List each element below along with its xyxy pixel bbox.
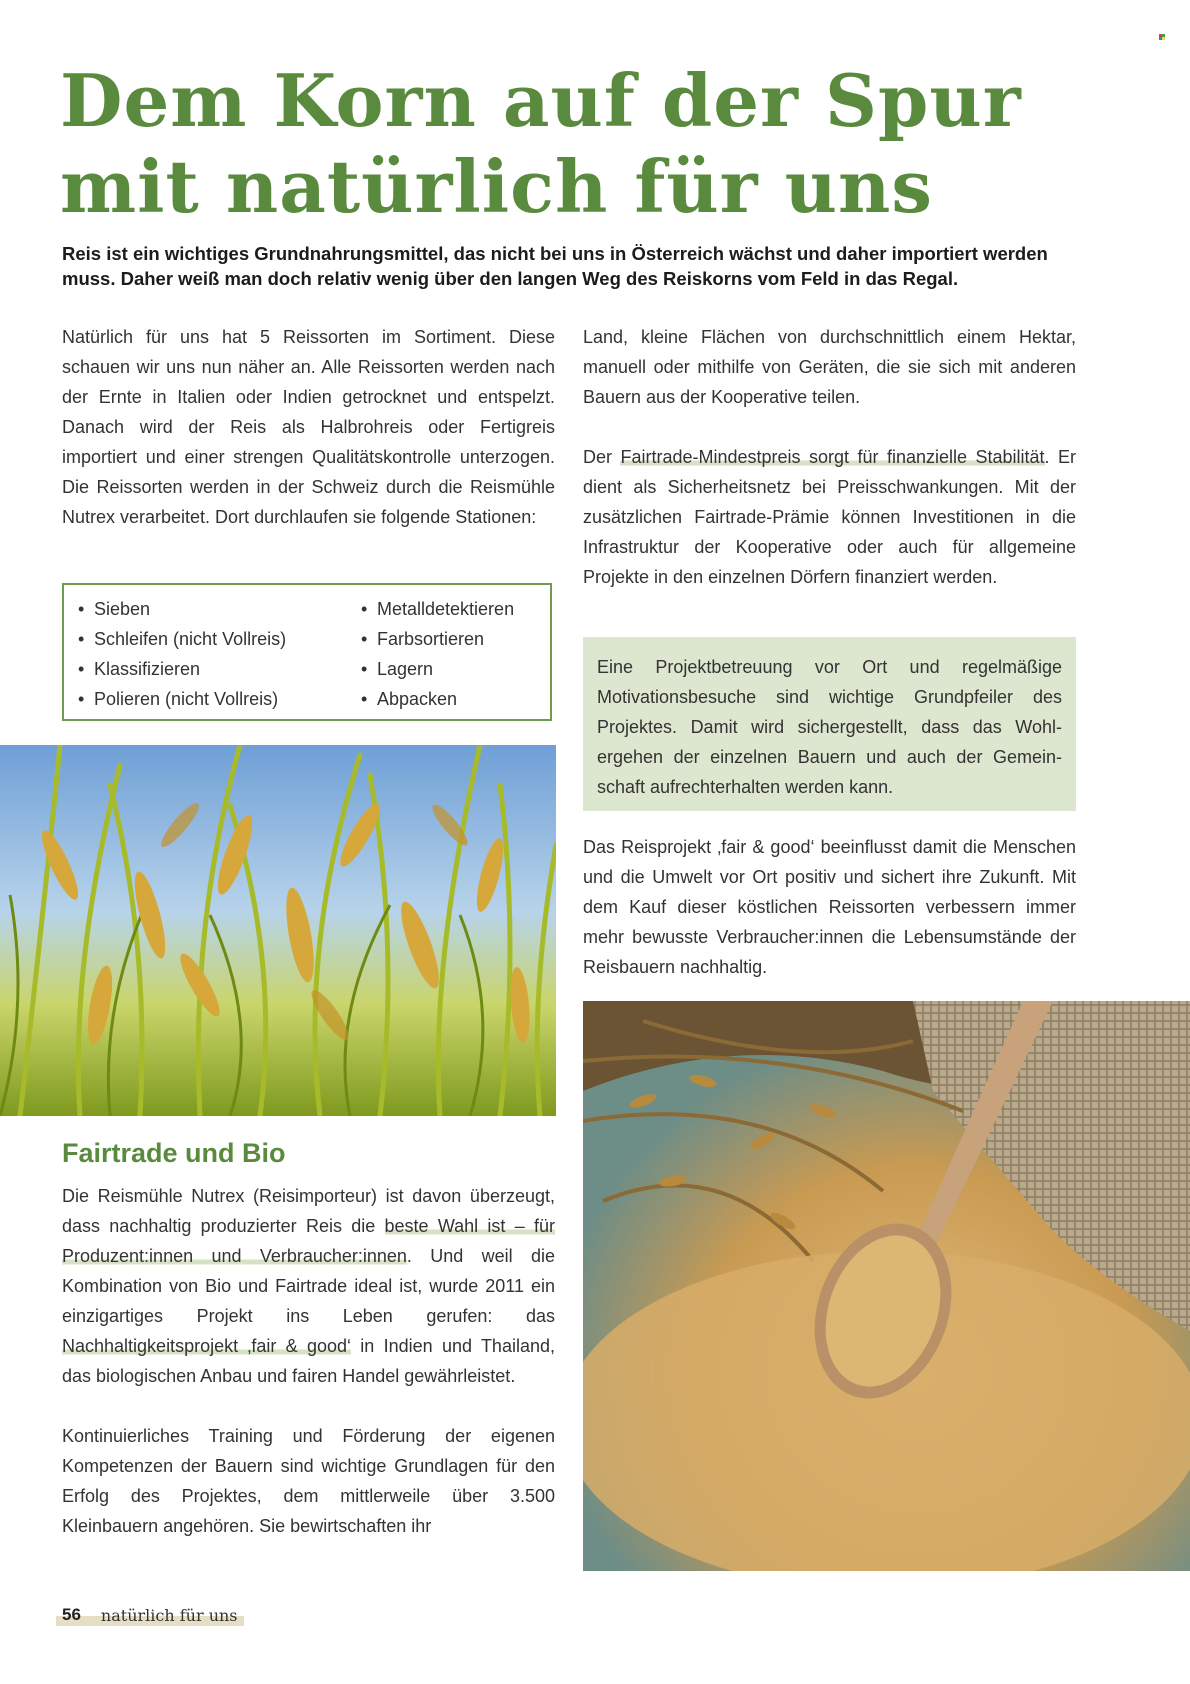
project-callout-box: Eine Projektbetreuung vor Ort und regelmäßige Motivationsbesuche sind wichtige Grundpfeiler des Projektes. Damit wird sichergestellt, dass das Wohlergehen der einzelnen Bauern und auch der Gemeinschaft aufrechterhalten werden kann. [583,637,1076,811]
station-item: • Metalldetektieren [361,594,514,624]
training-paragraph: Kontinuierliches Training und Förderung der eigenen Kompetenzen der Bauern sind wichtige Grundlagen für den Erfolg des Projektes, dem mittlerweile über 3.500 Kleinbauern angehören. Sie bewirtschaften ihr [62,1426,555,1536]
stations-list-2 [361,594,514,719]
right-column-text [583,322,1076,592]
station-item: • Polieren (nicht Vollreis) [78,684,361,714]
minimum-price-paragraph [583,442,1076,592]
right-closing-text [583,832,1076,982]
text-run: . Er dient als Sicherheitsnetz bei Preisschwankungen. Mit der zusätzlichen Fairtrade-Prämie können Investitionen in die Infrastruktur der Kooperative oder auch für allgemeine Projekte in den einzelnen Dörfern finanziert werden. [583,447,1076,587]
highlight-minimum-price: Fairtrade-Mindestpreis sorgt für finanzielle Stabilität [620,447,1045,467]
stations-list-1 [78,594,361,719]
station-item: • Farbsortieren [361,624,514,654]
lead-paragraph: Reis ist ein wichtiges Grundnahrungsmittel, das nicht bei uns in Österreich wächst und daher importiert werden muss. Daher weiß man doch relativ wenig über den langen Weg des Reiskorns vom Feld in das Regal. [62,243,1048,289]
highlight-sustainability-project: Nachhaltigkeitsprojekt ‚fair & good‘ [62,1336,352,1356]
color-marker-icon [1159,34,1165,40]
left-fairtrade-text [62,1181,555,1541]
text-run: in Indien und Thailand, das biologischen Anbau und fairen Handel gewährleistet. [62,1336,555,1386]
rice-grains-photo [583,1001,1190,1571]
station-item: • Lagern [361,654,514,684]
page-footer [56,1604,244,1626]
land-paragraph: Land, kleine Flächen von durchschnittlich einem Hektar, manuell oder mithilfe von Geräten, die sie sich mit anderen Bauern aus der Kooperative teilen. [583,327,1076,407]
highlight-best-choice: beste Wahl ist – für Produzent:innen und Verbraucher:innen [62,1216,555,1266]
text-run: Die Reismühle Nutrex (Reisimporteur) ist davon überzeugt, dass nachhaltig produzierter Reis die [62,1186,555,1236]
fairtrade-paragraph [62,1181,555,1391]
footer-brand: natürlich für uns [100,1605,238,1625]
rice-field-photo [0,745,556,1116]
station-item: • Sieben [78,594,361,624]
section-heading-fairtrade: Fairtrade und Bio [62,1138,286,1168]
closing-paragraph: Das Reisprojekt ‚fair & good‘ beeinflusst damit die Menschen und die Umwelt vor Ort positiv und sichert ihre Zukunft. Mit dem Kauf dieser köstlichen Reissorten verbessern immer mehr bewusste Verbraucher:innen die Lebensumstände der Reisbauern nachhaltig. [583,837,1076,977]
text-run: Der [583,447,621,467]
intro-paragraph: Natürlich für uns hat 5 Reissorten im Sortiment. Diese schauen wir uns nun näher an. Alle Reissorten werden nach der Ernte in Italien oder Indien getrocknet und entspelzt. Danach wird der Reis als Halbrohreis oder Fertigreis importiert und einer strengen Qualitätskontrolle unterzogen. Die Reissorten werden in der Schweiz durch die Reismühle Nutrex verarbeitet. Dort durchlaufen sie folgende Stationen: [62,327,555,527]
page-number: 56 [62,1605,81,1624]
station-item: • Schleifen (nicht Vollreis) [78,624,361,654]
text-run: . Und weil die Kombination von Bio und Fairtrade ideal ist, wurde 2011 ein einzigartiges Projekt ins Leben gerufen: das [62,1246,555,1326]
station-item: • Abpacken [361,684,514,714]
stations-box [62,583,552,721]
page-title: Dem Korn auf der Spur mit natürlich für uns [60,58,1022,229]
station-item: • Klassifizieren [78,654,361,684]
left-intro [62,322,555,532]
